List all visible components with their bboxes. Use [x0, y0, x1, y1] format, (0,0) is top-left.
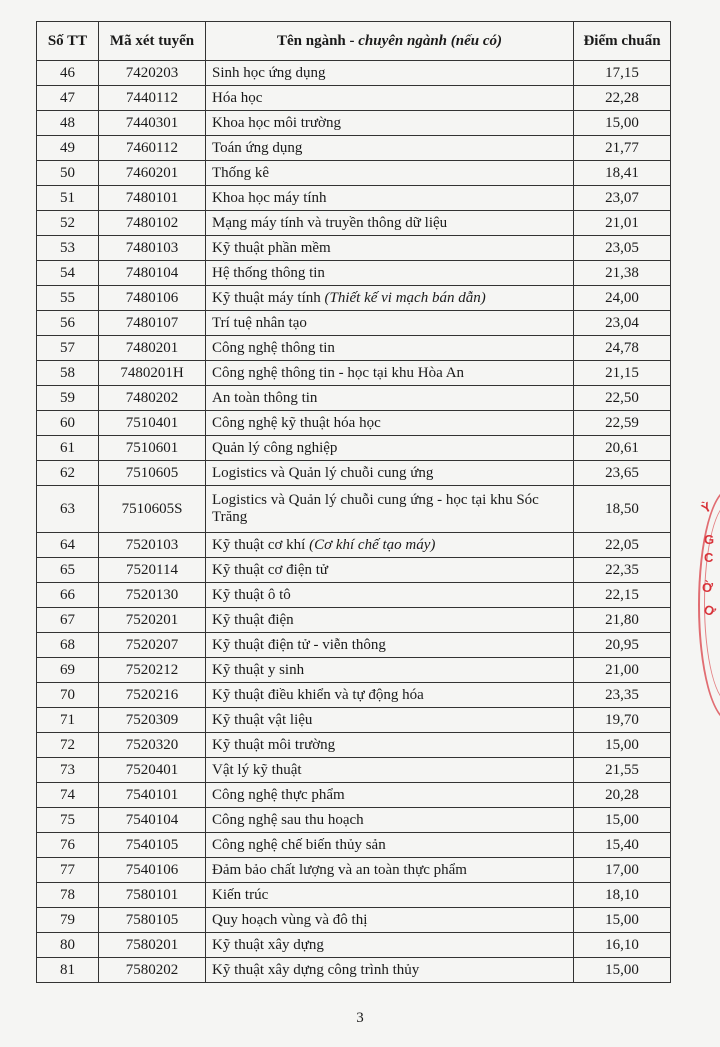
row-score: 21,38: [574, 261, 671, 286]
row-name: [206, 186, 574, 211]
row-stt: 61: [37, 436, 99, 461]
row-name: [206, 86, 574, 111]
row-name: [206, 783, 574, 808]
row-score: 22,28: [574, 86, 671, 111]
row-code: 7480104: [99, 261, 206, 286]
row-code: 7480202: [99, 386, 206, 411]
table-row: [37, 436, 671, 461]
row-name-main: Mạng máy tính và truyền thông dữ liệu: [212, 214, 448, 231]
row-score: 21,77: [574, 136, 671, 161]
header-stt: Số TT: [37, 22, 99, 61]
row-stt: 78: [37, 883, 99, 908]
row-name-main: Hóa học: [212, 89, 263, 106]
row-name-main: Hệ thống thông tin: [212, 264, 325, 281]
row-code: 7480106: [99, 286, 206, 311]
row-name: [206, 683, 574, 708]
row-stt: 65: [37, 558, 99, 583]
row-name: [206, 486, 574, 533]
row-score: 18,50: [574, 486, 671, 533]
row-code: 7540106: [99, 858, 206, 883]
row-name-main: Kỹ thuật máy tính: [212, 289, 325, 306]
row-name: [206, 411, 574, 436]
row-code: 7520309: [99, 708, 206, 733]
row-name-note: (Cơ khí chế tạo máy): [309, 536, 436, 553]
table-header: [37, 22, 671, 61]
row-score: 16,10: [574, 933, 671, 958]
seal-glyph: G: [704, 532, 715, 547]
row-name: [206, 558, 574, 583]
row-score: 20,95: [574, 633, 671, 658]
row-name-main: Kỹ thuật môi trường: [212, 736, 336, 753]
row-score: 17,15: [574, 61, 671, 86]
row-code: 7520320: [99, 733, 206, 758]
table-row: [37, 933, 671, 958]
table-row: [37, 136, 671, 161]
row-code: 7520401: [99, 758, 206, 783]
row-code: 7510601: [99, 436, 206, 461]
row-name-main: Kỹ thuật cơ điện tử: [212, 561, 329, 578]
row-code: 7580202: [99, 958, 206, 983]
table-row: [37, 558, 671, 583]
row-score: 22,35: [574, 558, 671, 583]
table-row: [37, 683, 671, 708]
row-code: 7540104: [99, 808, 206, 833]
row-score: 19,70: [574, 708, 671, 733]
row-name: [206, 386, 574, 411]
row-name: [206, 583, 574, 608]
header-row: [37, 22, 671, 61]
row-code: 7540105: [99, 833, 206, 858]
row-stt: 68: [37, 633, 99, 658]
row-score: 17,00: [574, 858, 671, 883]
header-name: [206, 22, 574, 61]
table-row: [37, 708, 671, 733]
table-row: [37, 411, 671, 436]
row-name-main: Kỹ thuật điện tử - viễn thông: [212, 636, 386, 653]
table-row: [37, 583, 671, 608]
row-name: [206, 136, 574, 161]
row-score: 15,40: [574, 833, 671, 858]
row-name-main: Kỹ thuật điện: [212, 611, 294, 628]
row-name: [206, 461, 574, 486]
seal-glyph: Ờ: [702, 580, 714, 595]
row-score: 23,05: [574, 236, 671, 261]
row-stt: 64: [37, 533, 99, 558]
row-stt: 67: [37, 608, 99, 633]
header-code: Mã xét tuyển: [99, 22, 206, 61]
row-stt: 76: [37, 833, 99, 858]
row-score: 15,00: [574, 958, 671, 983]
row-name-main: Đảm bảo chất lượng và an toàn thực phẩm: [212, 861, 467, 878]
row-code: 7460112: [99, 136, 206, 161]
row-name-main: Công nghệ thực phẩm: [212, 786, 345, 803]
row-name-main: Logistics và Quản lý chuỗi cung ứng: [212, 464, 434, 481]
row-score: 15,00: [574, 908, 671, 933]
row-name: [206, 111, 574, 136]
row-name-main: Kỹ thuật xây dựng công trình thủy: [212, 961, 420, 978]
row-name-main: Kiến trúc: [212, 886, 269, 903]
row-code: 7440112: [99, 86, 206, 111]
row-name-main: Vật lý kỹ thuật: [212, 761, 302, 778]
row-score: 18,10: [574, 883, 671, 908]
row-score: 23,65: [574, 461, 671, 486]
row-code: 7580105: [99, 908, 206, 933]
row-name: [206, 658, 574, 683]
row-stt: 71: [37, 708, 99, 733]
row-score: 23,07: [574, 186, 671, 211]
row-name: [206, 211, 574, 236]
row-name: [206, 933, 574, 958]
seal-glyph: Ơ: [701, 601, 718, 620]
row-name-main: Khoa học môi trường: [212, 114, 341, 131]
row-name: [206, 361, 574, 386]
table-row: [37, 111, 671, 136]
row-name: [206, 833, 574, 858]
row-score: 15,00: [574, 808, 671, 833]
row-stt: 66: [37, 583, 99, 608]
row-code: 7480201H: [99, 361, 206, 386]
row-name: [206, 61, 574, 86]
row-name: [206, 808, 574, 833]
row-stt: 74: [37, 783, 99, 808]
row-name-main: Công nghệ chế biến thủy sản: [212, 836, 386, 853]
row-score: 20,61: [574, 436, 671, 461]
row-score: 18,41: [574, 161, 671, 186]
row-name-main: Công nghệ thông tin: [212, 339, 335, 356]
row-name-main: Sinh học ứng dụng: [212, 64, 326, 81]
row-score: 24,00: [574, 286, 671, 311]
row-code: 7480103: [99, 236, 206, 261]
row-stt: 73: [37, 758, 99, 783]
row-name-main: Công nghệ thông tin - học tại khu Hòa An: [212, 364, 465, 381]
row-stt: 77: [37, 858, 99, 883]
row-code: 7520103: [99, 533, 206, 558]
row-stt: 54: [37, 261, 99, 286]
row-stt: 69: [37, 658, 99, 683]
row-score: 23,04: [574, 311, 671, 336]
row-stt: 50: [37, 161, 99, 186]
row-stt: 58: [37, 361, 99, 386]
header-score: Điểm chuẩn: [574, 22, 671, 61]
row-stt: 80: [37, 933, 99, 958]
row-code: 7520207: [99, 633, 206, 658]
table-row: [37, 758, 671, 783]
row-name: [206, 533, 574, 558]
row-stt: 52: [37, 211, 99, 236]
row-name-main: Công nghệ kỹ thuật hóa học: [212, 414, 381, 431]
row-name: [206, 608, 574, 633]
table-row: [37, 61, 671, 86]
row-stt: 79: [37, 908, 99, 933]
row-code: 7510401: [99, 411, 206, 436]
row-score: 15,00: [574, 111, 671, 136]
row-name-main: Kỹ thuật vật liệu: [212, 711, 313, 728]
row-code: 7480102: [99, 211, 206, 236]
row-score: 21,80: [574, 608, 671, 633]
row-code: 7480101: [99, 186, 206, 211]
table-row: [37, 486, 671, 533]
row-name-main: Kỹ thuật cơ khí: [212, 536, 310, 553]
table-body: [37, 61, 671, 983]
row-stt: 53: [37, 236, 99, 261]
row-name-main: Kỹ thuật điều khiển và tự động hóa: [212, 686, 424, 703]
row-code: 7420203: [99, 61, 206, 86]
row-score: 21,00: [574, 658, 671, 683]
table-row: [37, 261, 671, 286]
table-row: [37, 86, 671, 111]
row-score: 22,50: [574, 386, 671, 411]
row-stt: 81: [37, 958, 99, 983]
row-stt: 62: [37, 461, 99, 486]
row-stt: 55: [37, 286, 99, 311]
row-code: 7580101: [99, 883, 206, 908]
table-row: [37, 633, 671, 658]
row-stt: 57: [37, 336, 99, 361]
table-row: [37, 658, 671, 683]
row-name-main: Logistics và Quản lý chuỗi cung ứng - học tại khu Sóc Trăng: [212, 492, 539, 525]
header-name-main: Tên ngành -: [276, 32, 359, 49]
row-name: [206, 633, 574, 658]
row-score: 21,15: [574, 361, 671, 386]
row-stt: 47: [37, 86, 99, 111]
row-code: 7580201: [99, 933, 206, 958]
row-code: 7520114: [99, 558, 206, 583]
row-code: 7440301: [99, 111, 206, 136]
row-stt: 60: [37, 411, 99, 436]
row-name: [206, 758, 574, 783]
row-name: [206, 261, 574, 286]
row-name: [206, 883, 574, 908]
row-code: 7510605: [99, 461, 206, 486]
header-name-italic: chuyên ngành (nếu có): [358, 32, 503, 49]
row-name: [206, 336, 574, 361]
row-stt: 56: [37, 311, 99, 336]
row-name-main: Thống kê: [212, 164, 270, 181]
row-name-note: (Thiết kế vi mạch bán dẫn): [324, 289, 486, 306]
row-score: 22,05: [574, 533, 671, 558]
row-name: [206, 236, 574, 261]
row-score: 22,59: [574, 411, 671, 436]
table-row: [37, 883, 671, 908]
table-row: [37, 461, 671, 486]
table-row: [37, 958, 671, 983]
row-name: [206, 286, 574, 311]
row-stt: 75: [37, 808, 99, 833]
row-name: [206, 908, 574, 933]
row-code: 7510605S: [99, 486, 206, 533]
table-row: [37, 161, 671, 186]
row-name-main: Toán ứng dụng: [212, 139, 303, 156]
table-row: [37, 361, 671, 386]
row-stt: 72: [37, 733, 99, 758]
row-name-main: Kỹ thuật ô tô: [212, 586, 291, 603]
table-row: [37, 808, 671, 833]
row-score: 15,00: [574, 733, 671, 758]
row-code: 7480107: [99, 311, 206, 336]
table-row: [37, 186, 671, 211]
table-row: [37, 733, 671, 758]
row-stt: 49: [37, 136, 99, 161]
table-row: [37, 286, 671, 311]
admission-score-table: [36, 21, 671, 983]
red-seal-stamp: [688, 488, 720, 718]
row-name-main: Quản lý công nghiệp: [212, 439, 338, 456]
table-row: [37, 336, 671, 361]
seal-glyph: C: [704, 550, 714, 565]
row-name-main: Khoa học máy tính: [212, 189, 327, 206]
row-stt: 63: [37, 486, 99, 533]
row-code: 7520212: [99, 658, 206, 683]
table-row: [37, 533, 671, 558]
row-code: 7520201: [99, 608, 206, 633]
row-name-main: Quy hoạch vùng và đô thị: [212, 911, 368, 928]
row-score: 23,35: [574, 683, 671, 708]
table-row: [37, 236, 671, 261]
row-name-main: Kỹ thuật phần mềm: [212, 239, 331, 256]
row-score: 21,01: [574, 211, 671, 236]
row-stt: 59: [37, 386, 99, 411]
table-row: [37, 311, 671, 336]
row-name: [206, 858, 574, 883]
row-name-main: An toàn thông tin: [212, 389, 318, 406]
row-name: [206, 958, 574, 983]
table-row: [37, 608, 671, 633]
table-row: [37, 908, 671, 933]
row-name: [206, 733, 574, 758]
row-code: 7460201: [99, 161, 206, 186]
table-row: [37, 833, 671, 858]
row-code: 7520216: [99, 683, 206, 708]
row-name: [206, 311, 574, 336]
row-name: [206, 161, 574, 186]
row-name: [206, 708, 574, 733]
page-number: 3: [356, 1010, 364, 1026]
table-row: [37, 211, 671, 236]
row-stt: 46: [37, 61, 99, 86]
row-score: 22,15: [574, 583, 671, 608]
row-score: 21,55: [574, 758, 671, 783]
row-stt: 51: [37, 186, 99, 211]
seal-glyph: Ỳ: [698, 498, 714, 517]
row-name-main: Trí tuệ nhân tạo: [212, 314, 307, 331]
row-name-main: Kỹ thuật y sinh: [212, 661, 305, 678]
table-row: [37, 386, 671, 411]
row-name-main: Công nghệ sau thu hoạch: [212, 811, 364, 828]
row-code: 7520130: [99, 583, 206, 608]
row-name: [206, 436, 574, 461]
row-stt: 70: [37, 683, 99, 708]
row-score: 20,28: [574, 783, 671, 808]
row-name-main: Kỹ thuật xây dựng: [212, 936, 324, 953]
row-code: 7480201: [99, 336, 206, 361]
table-row: [37, 858, 671, 883]
row-score: 24,78: [574, 336, 671, 361]
row-stt: 48: [37, 111, 99, 136]
table-row: [37, 783, 671, 808]
row-code: 7540101: [99, 783, 206, 808]
